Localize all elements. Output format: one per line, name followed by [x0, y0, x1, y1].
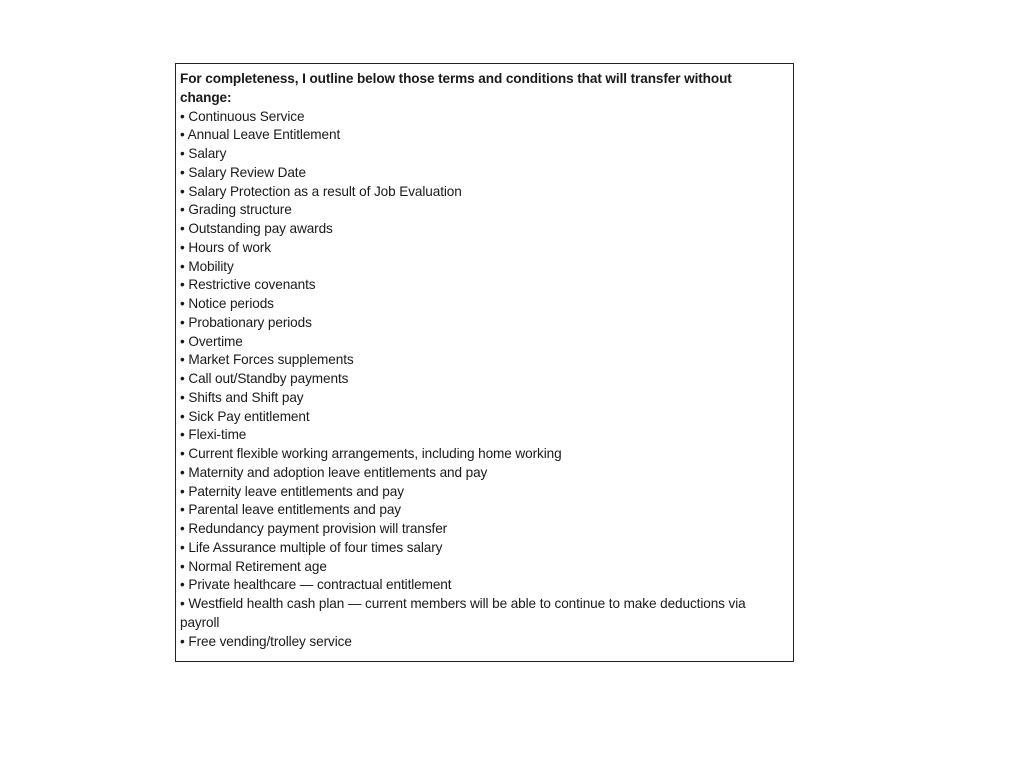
- list-item-text: Annual Leave Entitlement: [187, 127, 341, 143]
- bullet-icon: •: [180, 558, 185, 574]
- list-item: [180, 426, 785, 445]
- list-item: [180, 370, 785, 389]
- list-item: [180, 539, 785, 558]
- bullet-icon: •: [180, 202, 185, 218]
- list-item: [180, 239, 785, 258]
- list-item-text: Restrictive covenants: [188, 277, 316, 293]
- list-item: [180, 576, 785, 595]
- list-item-text: Current flexible working arrangements, including home working: [188, 446, 562, 461]
- list-item: [180, 464, 785, 483]
- list-item-text: Free vending/trolley service: [188, 633, 352, 649]
- list-item-text: Parental leave entitlements and pay: [188, 502, 401, 518]
- list-item-text: Probationary periods: [188, 314, 312, 330]
- list-item: [180, 633, 785, 652]
- bullet-icon: •: [180, 183, 185, 199]
- bullet-icon: •: [180, 577, 185, 593]
- bullet-icon: •: [180, 314, 185, 330]
- list-item-text: Overtime: [188, 333, 243, 349]
- list-item: [180, 351, 785, 370]
- list-item-text: Salary: [188, 146, 227, 161]
- bullet-icon: •: [180, 296, 185, 311]
- list-item: [180, 558, 785, 577]
- intro-heading: For completeness, I outline below those terms and conditions that will transfer without change:: [180, 71, 732, 105]
- list-item: [180, 333, 785, 352]
- bullet-icon: •: [180, 108, 185, 124]
- list-item-text: Westfield health cash plan — current members will be able to continue to make deductions via payroll: [180, 596, 746, 630]
- list-item-text: Mobility: [188, 258, 234, 274]
- list-item: [180, 145, 785, 164]
- list-item: [180, 183, 785, 202]
- bullet-icon: •: [180, 333, 185, 349]
- bullet-icon: •: [180, 239, 185, 255]
- bullet-icon: •: [180, 127, 185, 143]
- list-item-text: Private healthcare — contractual entitlement: [188, 577, 452, 593]
- terms-text-box: [175, 63, 794, 662]
- terms-list: [180, 108, 785, 652]
- bullet-icon: •: [180, 221, 185, 236]
- list-item: [180, 445, 785, 464]
- list-item-text: Grading structure: [188, 202, 292, 218]
- list-item: [180, 220, 785, 239]
- bullet-icon: •: [180, 464, 185, 480]
- list-item: [180, 501, 785, 520]
- bullet-icon: •: [180, 408, 185, 424]
- bullet-icon: •: [180, 521, 185, 536]
- list-item: [180, 164, 785, 183]
- list-item: [180, 108, 785, 127]
- list-item: [180, 408, 785, 427]
- list-item-text: Salary Review Date: [188, 164, 306, 180]
- bullet-icon: •: [180, 483, 185, 499]
- list-item: [180, 295, 785, 314]
- list-item-text: Outstanding pay awards: [188, 221, 333, 236]
- list-item-text: Life Assurance multiple of four times salary: [188, 539, 443, 555]
- list-item-text: Shifts and Shift pay: [188, 389, 304, 405]
- bullet-icon: •: [180, 277, 185, 293]
- list-item-text: Call out/Standby payments: [188, 371, 349, 386]
- list-item: [180, 483, 785, 502]
- bullet-icon: •: [180, 446, 185, 461]
- bullet-icon: •: [180, 371, 185, 386]
- bullet-icon: •: [180, 539, 185, 555]
- bullet-icon: •: [180, 596, 185, 611]
- list-item: [180, 595, 785, 633]
- list-item-text: Paternity leave entitlements and pay: [188, 483, 404, 499]
- bullet-icon: •: [180, 633, 185, 649]
- list-item-text: Salary Protection as a result of Job Evaluation: [188, 183, 462, 199]
- list-item-text: Continuous Service: [188, 108, 305, 124]
- list-item: [180, 520, 785, 539]
- bullet-icon: •: [180, 389, 185, 405]
- bullet-icon: •: [180, 146, 185, 161]
- list-item-text: Market Forces supplements: [188, 352, 354, 368]
- list-item-text: Maternity and adoption leave entitlements and pay: [188, 464, 488, 480]
- list-item: [180, 314, 785, 333]
- bullet-icon: •: [180, 502, 185, 518]
- list-item: [180, 258, 785, 277]
- bullet-icon: •: [180, 258, 185, 274]
- bullet-icon: •: [180, 352, 185, 368]
- list-item-text: Flexi-time: [188, 427, 247, 443]
- list-item: [180, 276, 785, 295]
- bullet-icon: •: [180, 164, 185, 180]
- list-item: [180, 201, 785, 220]
- list-item-text: Sick Pay entitlement: [188, 408, 310, 424]
- list-item-text: Notice periods: [188, 296, 274, 311]
- bullet-icon: •: [180, 427, 185, 443]
- list-item: [180, 126, 785, 145]
- list-item-text: Redundancy payment provision will transfer: [188, 521, 448, 536]
- list-item-text: Hours of work: [188, 239, 271, 255]
- list-item-text: Normal Retirement age: [188, 558, 327, 574]
- list-item: [180, 389, 785, 408]
